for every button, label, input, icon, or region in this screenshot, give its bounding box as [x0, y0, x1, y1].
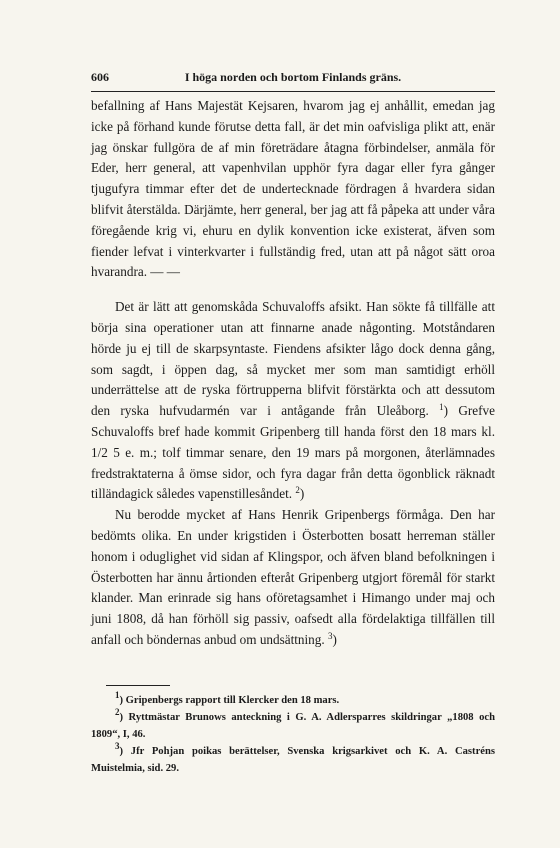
paragraph-2: [91, 297, 495, 505]
paragraph-2-text-d: ): [299, 486, 305, 502]
footnote-1: [91, 692, 495, 709]
running-title: I höga norden och bortom Finlands gräns.: [184, 70, 402, 84]
footnote-text: ) Gripenbergs rapport till Klercker den 18 mars.: [119, 695, 340, 706]
footnote-mark: 2: [115, 707, 120, 717]
paragraph-1: [91, 96, 495, 283]
footnote-ref-2[interactable]: 2: [295, 485, 300, 496]
page-number: 606: [91, 70, 109, 84]
footnote-2: [91, 709, 495, 743]
footnote-rule: [106, 685, 170, 686]
paragraph-2-text-a: Det är lätt att genomskåda Schuvaloffs afsikt. Han sökte få tillfälle att börja sina operationer utan att finnarne anade någonting. Motståndaren hörde ju ej till de skarpsyntaste. Fiendens afsikter lågo dock denna gång, som sagdt, i öppen dag, så mycket mer som man samtidigt erhöll underrättelse att de ryska förtrupperna blifvit förstärkta och att dessutom den ryska hufvudarmén var i antågande från Uleåborg.: [91, 299, 495, 419]
header-rule: [91, 91, 495, 92]
fraction: 1/2: [91, 444, 108, 460]
paragraph-2-text-b: ) Grefve Schuvaloffs bref hade kommit Gripenberg till handa först den 18 mars kl.: [91, 403, 496, 439]
footnotes: [91, 692, 495, 777]
footnote-ref-3[interactable]: 3: [327, 630, 333, 641]
paragraph-1-text: befallning af Hans Majestät Kejsaren, hvarom jag ej anhållit, emedan jag icke på förhand kunde förutse detta fall, är det min oafvisliga plikt att, enär jag önskar fullgöra de af min företrädare åtagna förbindelser, anmäla för Eder, herr general, att vapenhvilan upphör fyra dagar eller fyra gånger tjugufyra timmar efter det de undertecknade fördragen å hvardera sidan blifvit återstälda. Därjämte, herr general, ber jag att få påpeka att under våra föregående krig vi, ehuru en dylik konvention icke existerat, äfven som fiender lefvat i vinterkvarter i fullständig fred, utan att på något sätt oroa hvarandra. — —: [91, 98, 495, 280]
paragraph-3-text-end: ): [332, 631, 337, 647]
footnote-mark: 3: [115, 741, 120, 751]
paragraph-2-text-c: 5 e. m.; tolf timmar senare, den 19 mars på morgonen, återlämnades fredstraktaterna å ömse sidor, och fyra dagar från detta ögonblick räknadt tilländagick således vapenstillesåndet.: [91, 444, 495, 502]
footnote-3: [91, 743, 495, 777]
footnote-ref-1[interactable]: 1: [439, 402, 444, 413]
paragraph-3-text: Nu berodde mycket af Hans Henrik Gripenbergs förmåga. Den har bedömts olika. En under krigstiden i Österbotten bosatt herreman ställer honom i oduglighet vid sidan af Klingspor, och äfven bland befolkningen i Österbotten har ännu årtionden efteråt Gripenberg utgjort föremål för starkt klander. Man erinrade sig hans oföretagsamhet i Himango under maj och juni 1808, då han förhöll sig passiv, oafsedt alla fördelaktiga tillfällen till anfall och böndernas anbud om undsättning.: [91, 507, 495, 647]
paragraph-3: [91, 505, 495, 651]
main-text: [91, 96, 495, 651]
footnote-text: ) Ryttmästar Brunows anteckning i G. A. Adlersparres skildringar „1808 och 1809“, I, 46.: [91, 712, 495, 740]
footnote-mark: 1: [115, 690, 120, 700]
footnote-text: ) Jfr Pohjan poikas berättelser, Svenska krigsarkivet och K. A. Castréns Muistelmia, sid. 29.: [91, 746, 495, 774]
running-header: [91, 70, 495, 86]
